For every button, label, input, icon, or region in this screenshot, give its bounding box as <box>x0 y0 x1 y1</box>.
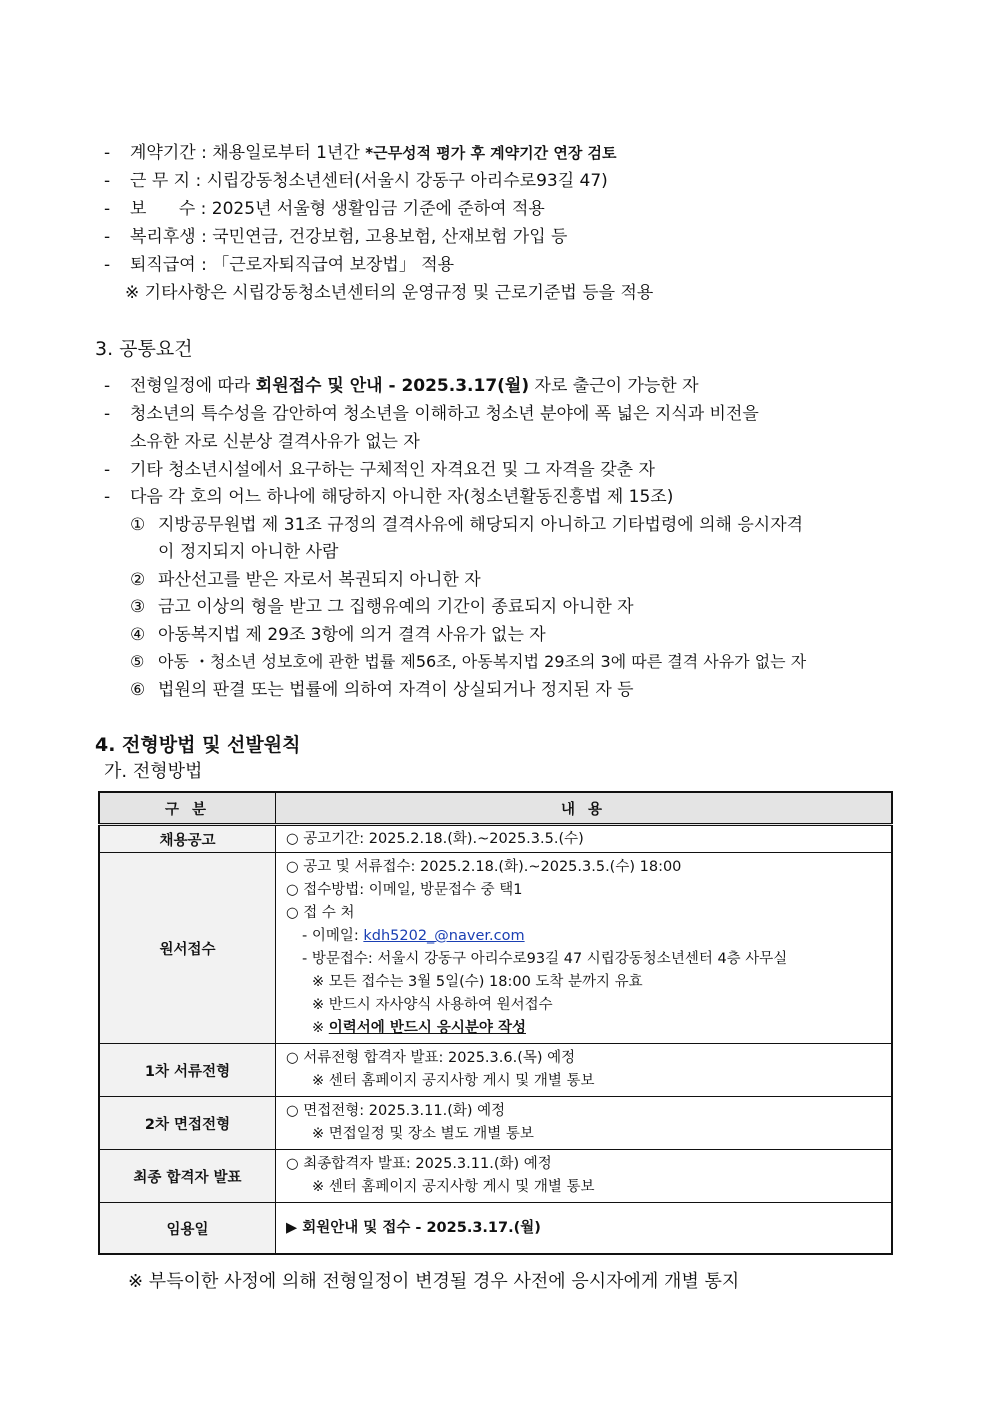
disqualification-item-2: ② 파산선고를 받은 자로서 복권되지 아니한 자 <box>130 570 481 590</box>
disqualification-item-5: ⑤ 아동 ・청소년 성보호에 관한 법률 제56조, 아동복지법 29조의 3에 따른 결격 사유가 없는 자 <box>130 652 807 671</box>
row-label: 채용공고 <box>99 825 276 853</box>
table-header-row <box>99 792 892 825</box>
condition-severance: - 퇴직급여 : 「근로자퇴직급여 보장법」 적용 <box>104 255 455 275</box>
row-label: 원서접수 <box>99 853 276 1044</box>
header-content: 내 용 <box>276 792 893 825</box>
section3-title: 3. 공통요건 <box>95 338 193 360</box>
table-row: 최종 합격자 발표 ○ 최종합격자 발표: 2025.3.11.(화) 예정 ※ 센터 홈페이지 공지사항 게시 및 개별 통보 <box>99 1150 892 1203</box>
header-category: 구 분 <box>99 792 276 825</box>
table-row: 채용공고 ○ 공고기간: 2025.2.18.(화).~2025.3.5.(수) <box>99 825 892 853</box>
condition-salary: - 보 수 : 2025년 서울형 생활임금 기준에 준하여 적용 <box>104 199 545 219</box>
table-row: 1차 서류전형 ○ 서류전형 합격자 발표: 2025.3.6.(목) 예정 ※ 센터 홈페이지 공지사항 게시 및 개별 통보 <box>99 1044 892 1097</box>
row-label: 최종 합격자 발표 <box>99 1150 276 1203</box>
conditions-note: ※ 기타사항은 시립강동청소년센터의 운영규정 및 근로기준법 등을 적용 <box>125 283 654 303</box>
requirement-qualifications: - 기타 청소년시설에서 요구하는 구체적인 자격요건 및 그 자격을 갖춘 자 <box>104 460 655 480</box>
row-label: 2차 면접전형 <box>99 1097 276 1150</box>
row-label: 임용일 <box>99 1203 276 1255</box>
disqualification-item-4: ④ 아동복지법 제 29조 3항에 의거 결격 사유가 없는 자 <box>130 625 546 645</box>
table-row: 2차 면접전형 ○ 면접전형: 2025.3.11.(화) 예정 ※ 면접일정 및 장소 별도 개별 통보 <box>99 1097 892 1150</box>
email-link[interactable]: kdh5202_@naver.com <box>363 928 525 944</box>
disqualification-item-3: ③ 금고 이상의 형을 받고 그 집행유예의 기간이 종료되지 아니한 자 <box>130 597 634 617</box>
requirement-youth-understanding: - 청소년의 특수성을 감안하여 청소년을 이해하고 청소년 분야에 폭 넓은 지식과 비전을 <box>104 404 759 424</box>
selection-schedule-table <box>98 791 893 1255</box>
row-label: 1차 서류전형 <box>99 1044 276 1097</box>
condition-contract-period: - 계약기간 : 채용일로부터 1년간 *근무성적 평가 후 계약기간 연장 검토 <box>104 143 617 163</box>
requirement-youth-understanding-cont: 소유한 자로 신분상 결격사유가 없는 자 <box>130 432 420 452</box>
disqualification-item-6: ⑥ 법원의 판결 또는 법률에 의하여 자격이 상실되거나 정지된 자 등 <box>130 680 634 700</box>
disqualification-item-1: ① 지방공무원법 제 31조 규정의 결격사유에 해당되지 아니하고 기타법령에 의해 응시자격 <box>130 515 804 535</box>
requirement-disqualification: - 다음 각 호의 어느 하나에 해당하지 아니한 자(청소년활동진흥법 제 15조) <box>104 487 674 507</box>
disqualification-item-1-cont: 이 정지되지 아니한 사람 <box>158 542 339 562</box>
section4-title: 4. 전형방법 및 선발원칙 <box>95 734 301 756</box>
table-row: 원서접수 ○ 공고 및 서류접수: 2025.2.18.(화).~2025.3.5.(수) 18:00 ○ 접수방법: 이메일, 방문접수 중 택1 ○ 접 수 처 - 이메일: kdh5202_@naver.com - 방문접수: 서울시 강동구 아리수로93길 47 시립강동청소년센터 4층 사무실 ※ 모든 접수는 3월 5일(수) 18:00 도착 분까지 유효 ※ 반드시 자사양식 사용하여 원서접수 ※ 이력서에 반드시 응시분야 작성 <box>99 853 892 1044</box>
table-row: 임용일 ▶ 회원안내 및 접수 - 2025.3.17.(월) <box>99 1203 892 1255</box>
section4-subtitle: 가. 전형방법 <box>104 761 203 782</box>
requirement-start-date: - 전형일정에 따라 회원접수 및 안내 - 2025.3.17(월) 자로 출근이 가능한 자 <box>104 376 699 396</box>
condition-benefits: - 복리후생 : 국민연금, 건강보험, 고용보험, 산재보험 가입 등 <box>104 227 568 247</box>
schedule-change-note: ※ 부득이한 사정에 의해 전형일정이 변경될 경우 사전에 응시자에게 개별 통지 <box>128 1271 740 1292</box>
condition-workplace: - 근 무 지 : 시립강동청소년센터(서울시 강동구 아리수로93길 47) <box>104 171 608 191</box>
